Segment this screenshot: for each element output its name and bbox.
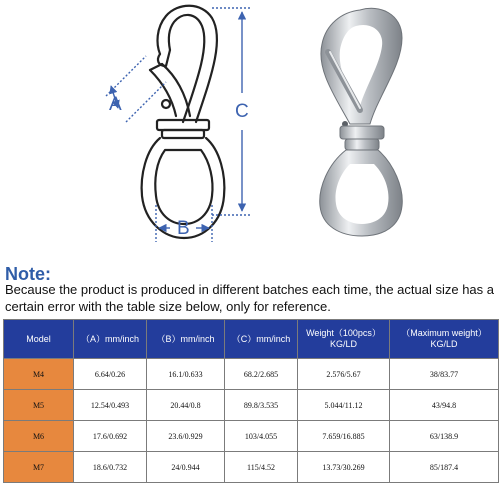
table-cell: 20.44/0.8 xyxy=(147,390,225,421)
spec-table xyxy=(3,319,499,483)
model-cell: M7 xyxy=(4,452,74,483)
table-row xyxy=(4,359,499,390)
table-cell: 7.659/16.885 xyxy=(298,421,390,452)
header-weight: Weight（100pcs）KG/LD xyxy=(298,320,390,359)
table-cell: 18.6/0.732 xyxy=(74,452,147,483)
table-row xyxy=(4,390,499,421)
table-cell: 103/4.055 xyxy=(225,421,298,452)
table-header-row xyxy=(4,320,499,359)
table-cell: 115/4.52 xyxy=(225,452,298,483)
table-cell: 2.576/5.67 xyxy=(298,359,390,390)
table-cell: 89.8/3.535 xyxy=(225,390,298,421)
table-row xyxy=(4,452,499,483)
header-c: （C）mm/inch xyxy=(225,320,298,359)
note-text: Because the product is produced in different batches each time, the actual size has a certain error with the table size below, only for reference. xyxy=(5,282,495,314)
table-cell: 17.6/0.692 xyxy=(74,421,147,452)
table-cell: 23.6/0.929 xyxy=(147,421,225,452)
table-cell: 16.1/0.633 xyxy=(147,359,225,390)
snap-hook-photo xyxy=(320,8,403,236)
header-model: Model xyxy=(4,320,74,359)
table-row xyxy=(4,421,499,452)
dimension-b-label: B xyxy=(177,218,190,239)
table-cell: 43/94.8 xyxy=(390,390,499,421)
model-cell: M6 xyxy=(4,421,74,452)
table-cell: 12.54/0.493 xyxy=(74,390,147,421)
table-cell: 13.73/30.269 xyxy=(298,452,390,483)
header-max-weight: （Maximum weight）KG/LD xyxy=(390,320,499,359)
table-cell: 38/83.77 xyxy=(390,359,499,390)
model-cell: M5 xyxy=(4,390,74,421)
table-cell: 68.2/2.685 xyxy=(225,359,298,390)
table-cell: 24/0.944 xyxy=(147,452,225,483)
dimension-a-label: A xyxy=(109,94,122,115)
header-b: （B）mm/inch xyxy=(147,320,225,359)
table-cell: 85/187.4 xyxy=(390,452,499,483)
note-title: Note: xyxy=(5,264,51,284)
table-cell: 5.044/11.12 xyxy=(298,390,390,421)
model-cell: M4 xyxy=(4,359,74,390)
table-cell: 63/138.9 xyxy=(390,421,499,452)
header-a: （A）mm/inch xyxy=(74,320,147,359)
table-cell: 6.64/0.26 xyxy=(74,359,147,390)
dimension-c-label: C xyxy=(235,101,249,122)
